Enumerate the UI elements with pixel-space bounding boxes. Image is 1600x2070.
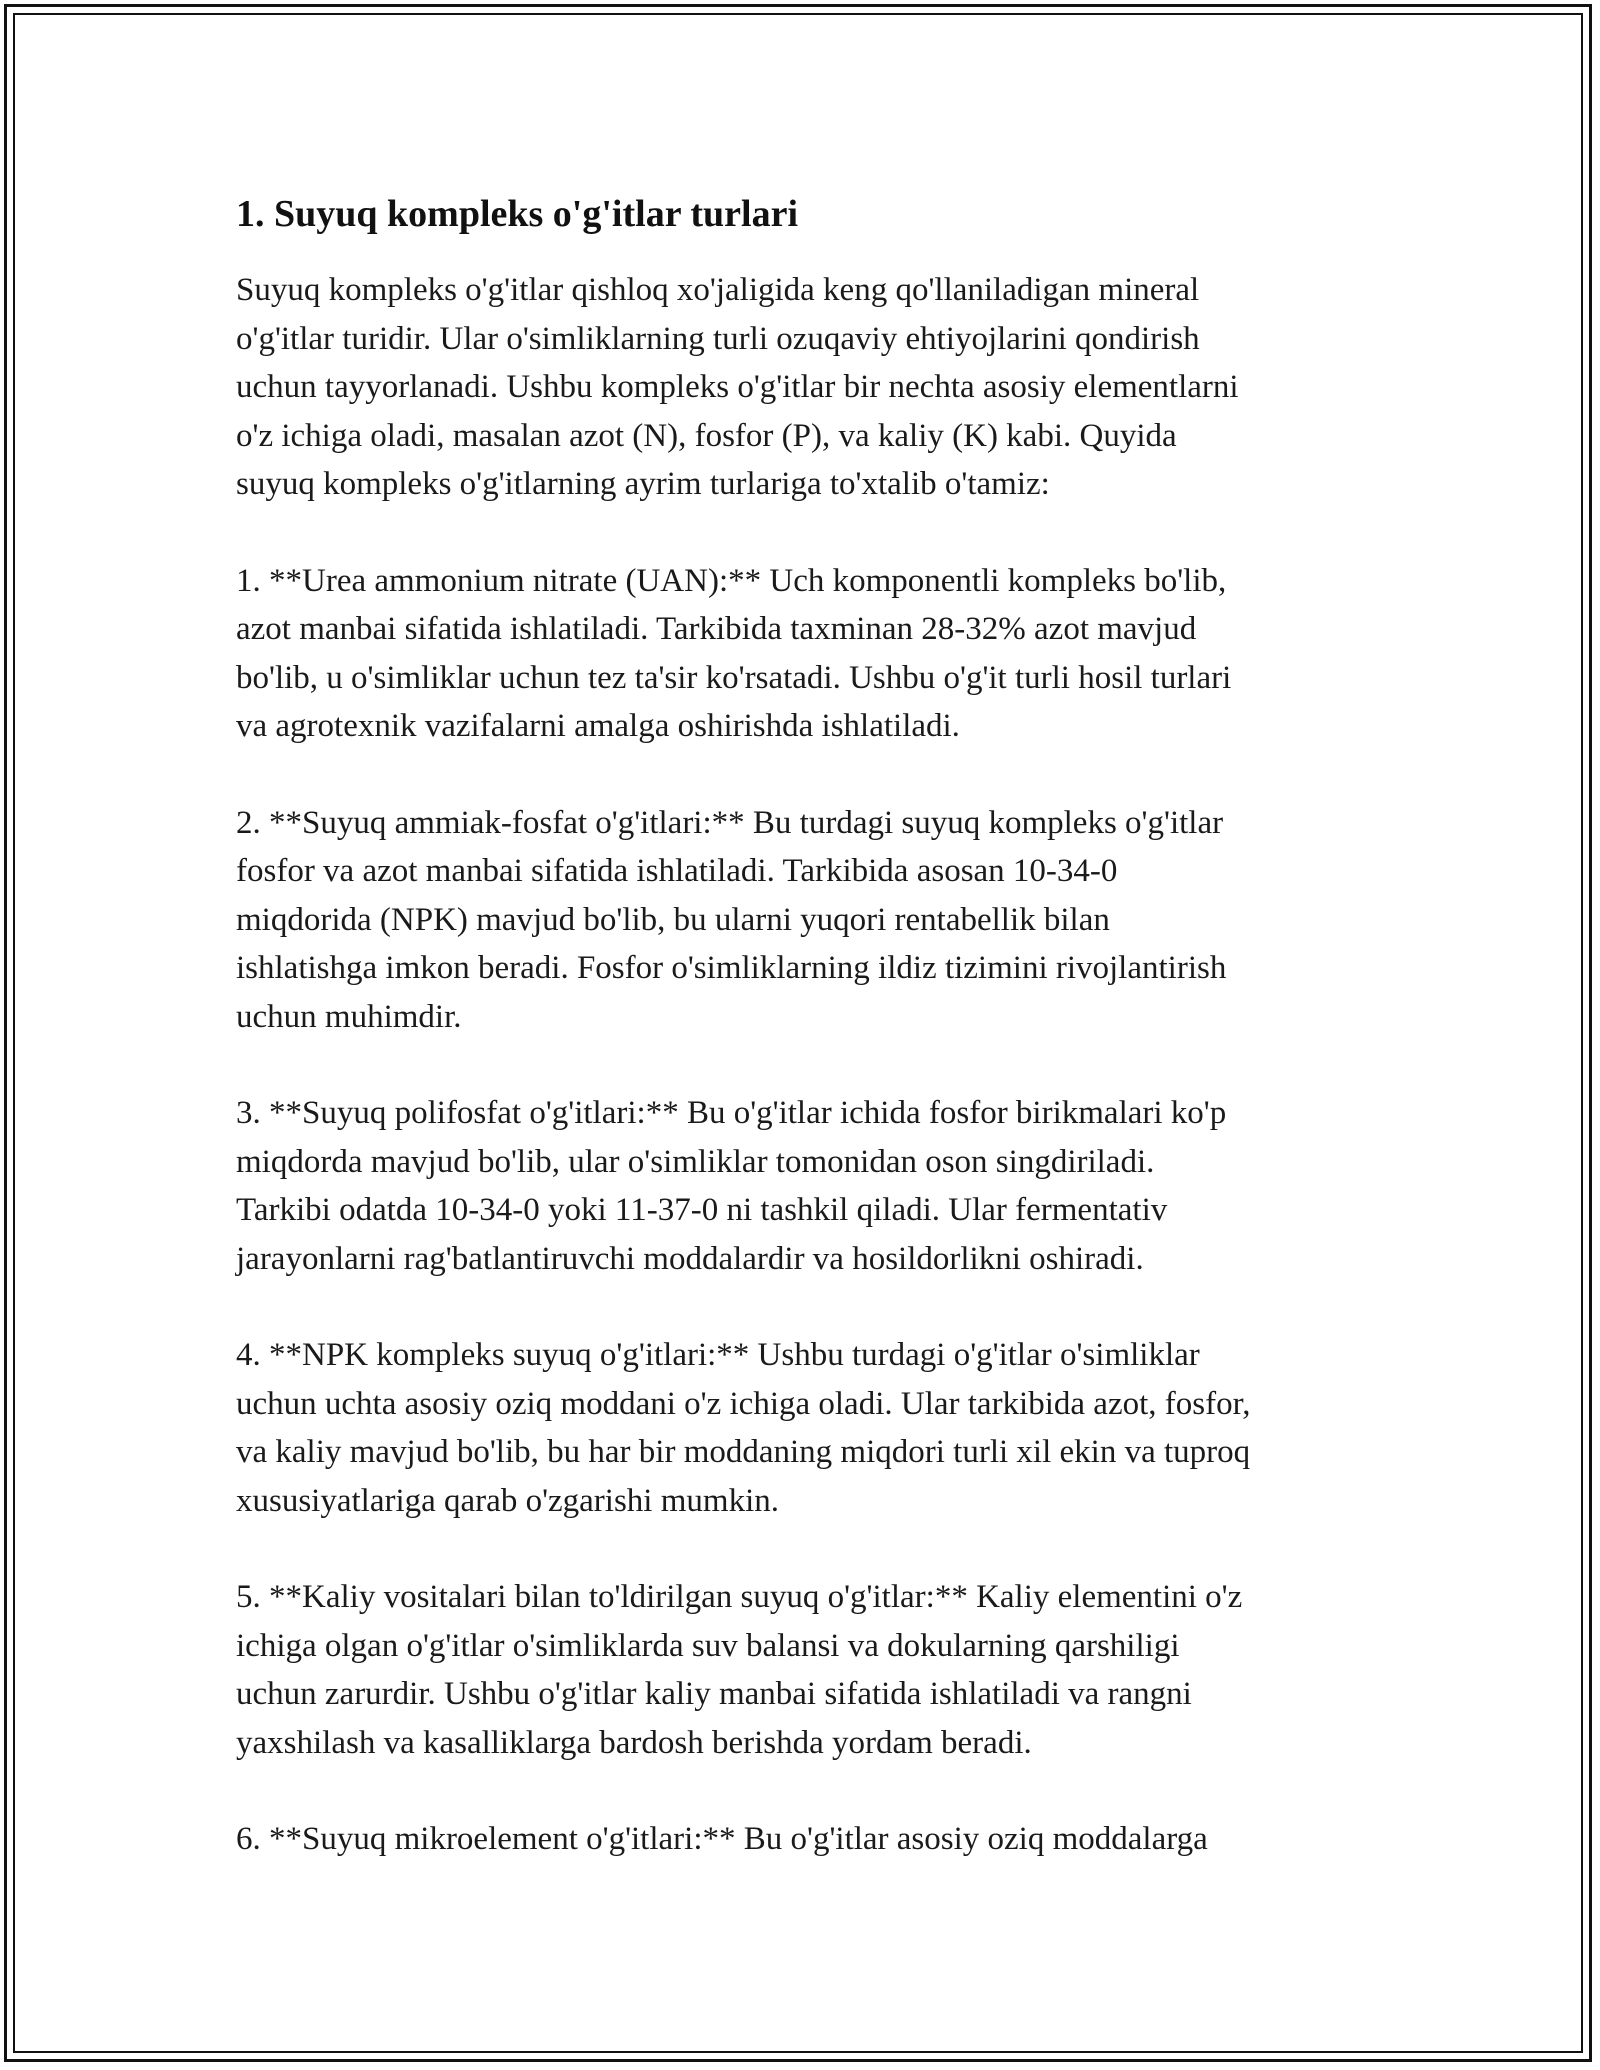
list-item-polyphosphate: 3. **Suyuq polifosfat o'g'itlari:** Bu o'g'itlar ichida fosfor birikmalari ko'p miqdorda mavjud bo'lib, ular o'simliklar tomonidan oson singdiriladi. Tarkibi odatda 10-34-0 yoki 11-37-0 ni tashkil qiladi. Ular fermentativ jarayonlarni rag'batlantiruvchi moddalardir va hosildorlikni oshiradi. (236, 1095, 1227, 1277)
page-title: 1. Suyuq kompleks o'g'itlar turlari (236, 193, 799, 235)
list-item-uan: 1. **Urea ammonium nitrate (UAN):** Uch komponentli kompleks bo'lib, azot manbai sifatida ishlatiladi. Tarkibida taxminan 28-32% azot mavjud bo'lib, u o'simliklar uchun tez ta'sir ko'rsatadi. Ushbu o'g'it turli hosil turlari va agrotexnik vazifalarni amalga oshirishda ishlatiladi. (236, 562, 1232, 744)
list-item-npk: 4. **NPK kompleks suyuq o'g'itlari:** Ushbu turdagi o'g'itlar o'simliklar uchun uchta asosiy oziq moddani o'z ichiga oladi. Ular tarkibida azot, fosfor, va kaliy mavjud bo'lib, bu har bir moddaning miqdori turli xil ekin va tuproq xususiyatlariga qarab o'zgarishi mumkin. (236, 1337, 1251, 1519)
document-body (236, 188, 1376, 1912)
intro-paragraph: Suyuq kompleks o'g'itlar qishloq xo'jaligida keng qo'llaniladigan mineral o'g'itlar turidir. Ular o'simliklarning turli ozuqaviy ehtiyojlarini qondirish uchun tayyorlanadi. Ushbu kompleks o'g'itlar bir nechta asosiy elementlarni o'z ichiga oladi, masalan azot (N), fosfor (P), va kaliy (K) kabi. Quyida suyuq kompleks o'g'itlarning ayrim turlariga to'xtalib o'tamiz: (236, 272, 1239, 502)
list-item-ammonium-phosphate: 2. **Suyuq ammiak-fosfat o'g'itlari:** Bu turdagi suyuq kompleks o'g'itlar fosfor va azot manbai sifatida ishlatiladi. Tarkibida asosan 10-34-0 miqdorida (NPK) mavjud bo'lib, bu ularni yuqori rentabellik bilan ishlatishga imkon beradi. Fosfor o'simliklarning ildiz tizimini rivojlantirish uchun muhimdir. (236, 804, 1227, 1035)
list-item-micronutrient: 6. **Suyuq mikroelement o'g'itlari:** Bu o'g'itlar asosiy oziq moddalarga (236, 1821, 1208, 1857)
list-item-potassium: 5. **Kaliy vositalari bilan to'ldirilgan suyuq o'g'itlar:** Kaliy elementini o'z ichiga olgan o'g'itlar o'simliklarda suv balansi va dokularning qarshiligi uchun zarurdir. Ushbu o'g'itlar kaliy manbai sifatida ishlatiladi va rangni yaxshilash va kasalliklarga bardosh berishda yordam beradi. (236, 1579, 1243, 1761)
